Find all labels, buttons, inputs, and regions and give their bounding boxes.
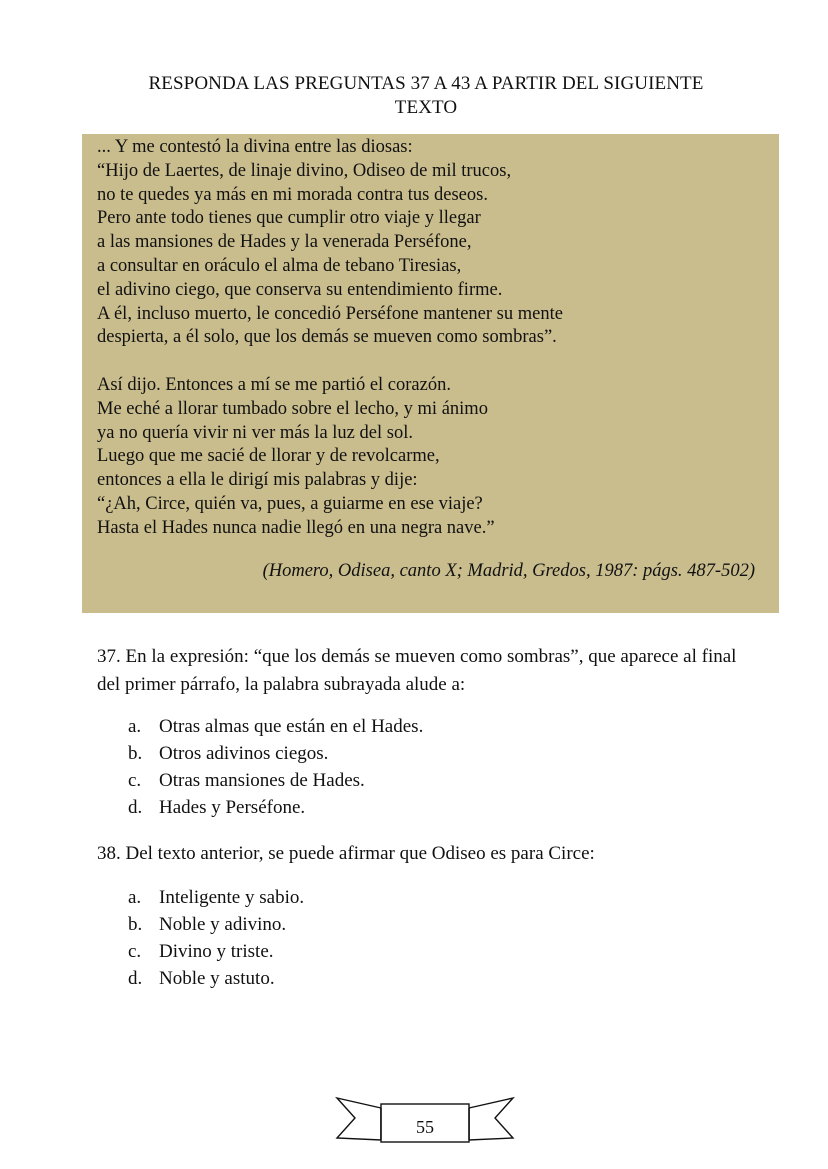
option-letter: a. — [128, 716, 142, 737]
passage-line: Me eché a llorar tumbado sobre el lecho, y mi ánimo — [97, 398, 488, 419]
heading-line-2: TEXTO — [394, 97, 458, 118]
passage-line: A él, incluso muerto, le concedió Perséfone mantener su mente — [97, 303, 563, 324]
option-text: Inteligente y sabio. — [159, 887, 305, 908]
option-letter: c. — [128, 770, 142, 791]
option-text: Divino y triste. — [159, 941, 274, 962]
question-37-options — [128, 713, 423, 821]
option-item — [128, 740, 423, 767]
option-item — [128, 794, 423, 821]
option-item — [128, 965, 304, 992]
passage-line: entonces a ella le dirigí mis palabras y dije: — [97, 470, 418, 491]
option-letter: b. — [128, 743, 143, 764]
passage-stanza-2 — [97, 374, 495, 541]
passage-line: “Hijo de Laertes, de linaje divino, Odiseo de mil trucos, — [97, 160, 512, 181]
passage-line: ya no quería vivir ni ver más la luz del sol. — [97, 422, 413, 443]
passage-line: Así dijo. Entonces a mí se me partió el corazón. — [97, 375, 451, 395]
passage-line: Pero ante todo tienes que cumplir otro viaje y llegar — [97, 208, 481, 229]
passage-line: Hasta el Hades nunca nadie llegó en una negra nave.” — [97, 517, 495, 538]
option-text: Noble y adivino. — [159, 914, 287, 935]
passage-line: Luego que me sacié de llorar y de revolcarme, — [97, 446, 440, 467]
option-text: Otros adivinos ciegos. — [159, 743, 329, 764]
passage-line: a consultar en oráculo el alma de tebano Tiresias, — [97, 255, 462, 276]
option-item — [128, 884, 304, 911]
option-letter: d. — [128, 797, 143, 818]
option-letter: b. — [128, 914, 143, 935]
passage-stanza-1 — [97, 136, 563, 350]
passage-line: no te quedes ya más en mi morada contra tus deseos. — [97, 184, 488, 205]
page-number-banner — [335, 1092, 515, 1148]
option-item — [128, 938, 304, 965]
page-number: 55 — [416, 1117, 434, 1137]
passage-line: a las mansiones de Hades y la venerada Perséfone, — [97, 232, 472, 253]
option-text: Noble y astuto. — [159, 968, 275, 989]
passage-line: “¿Ah, Circe, quién va, pues, a guiarme en ese viaje? — [97, 493, 483, 514]
passage-line: despierta, a él solo, que los demás se mueven como sombras”. — [97, 327, 557, 348]
option-text: Otras almas que están en el Hades. — [159, 716, 424, 737]
question-38: 38. Del texto anterior, se puede afirmar que Odiseo es para Circe: — [97, 843, 595, 864]
option-letter: a. — [128, 887, 142, 908]
option-text: Hades y Perséfone. — [159, 797, 306, 818]
option-item — [128, 713, 423, 740]
passage-box — [82, 134, 779, 613]
question-38-options — [128, 884, 304, 992]
passage-citation: (Homero, Odisea, canto X; Madrid, Gredos, 1987: págs. 487-502) — [262, 561, 755, 581]
option-letter: c. — [128, 941, 142, 962]
option-item — [128, 767, 423, 794]
option-letter: d. — [128, 968, 143, 989]
heading-line-1: RESPONDA LAS PREGUNTAS 37 A 43 A PARTIR DEL SIGUIENTE — [148, 73, 704, 94]
option-text: Otras mansiones de Hades. — [159, 770, 365, 791]
passage-line: el adivino ciego, que conserva su entendimiento firme. — [97, 279, 503, 300]
question-37: 37. En la expresión: “que los demás se mueven como sombras”, que aparece al final del primer párrafo, la palabra subrayada alude a: — [97, 646, 737, 695]
option-item — [128, 911, 304, 938]
section-heading — [100, 72, 752, 120]
passage-line: ... Y me contestó la divina entre las diosas: — [97, 137, 413, 157]
